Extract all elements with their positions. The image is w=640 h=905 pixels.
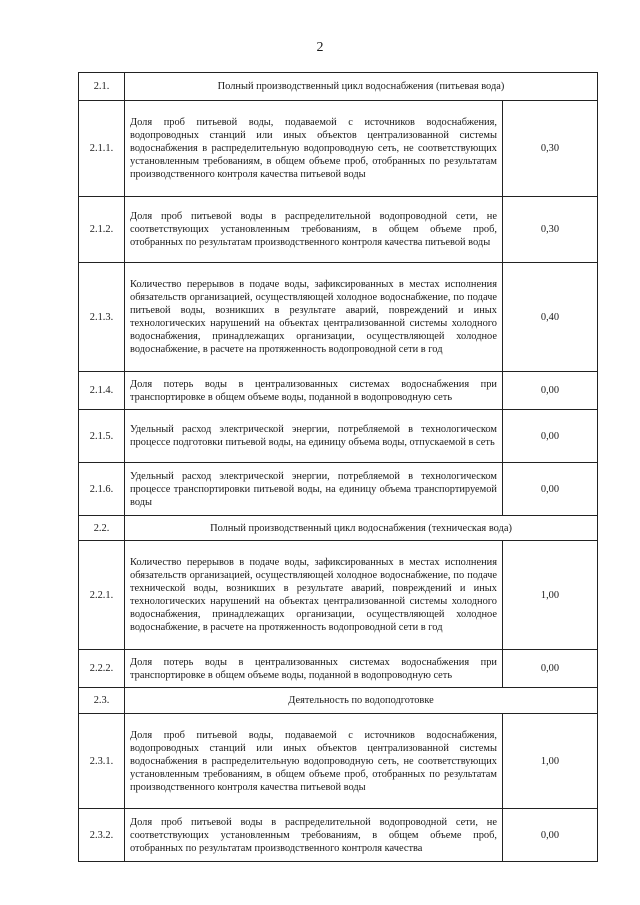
indicator-description: Доля потерь воды в централизованных системах водоснабжения при транспортировке в общем объеме воды, поданной в водопроводную сеть — [125, 650, 503, 688]
row-number: 2.1.6. — [79, 463, 125, 516]
row-number: 2.3.1. — [79, 714, 125, 809]
table-row — [79, 372, 598, 410]
row-number: 2.1.5. — [79, 410, 125, 463]
indicator-description: Удельный расход электрической энергии, потребляемой в технологическом процессе транспортировки питьевой воды, на единицу объема транспортируемой воды — [125, 463, 503, 516]
indicator-value: 0,30 — [502, 101, 597, 197]
row-number: 2.1.2. — [79, 197, 125, 263]
page-number: 2 — [316, 40, 324, 55]
table-row — [79, 463, 598, 516]
table-row — [79, 516, 598, 541]
row-number: 2.2. — [79, 516, 125, 541]
indicator-description: Количество перерывов в подаче воды, зафиксированных в местах исполнения обязательств организацией, осуществляющей холодное водоснабжение, по подаче питьевой воды, возникших в результате аварий, повреждений и иных технологических нарушений на объектах централизованной системы холодного водоснабжения, принадлежащих организации, осуществляющей холодное водоснабжение, в расчете на протяженность водопроводной сети в год — [125, 263, 503, 372]
table-row — [79, 101, 598, 197]
indicator-description: Доля проб питьевой воды в распределительной водопроводной сети, не соответствующих установленным требованиям, в общем объеме проб, отобранных по результатам производственного контроля качества — [125, 809, 503, 862]
indicator-description: Доля проб питьевой воды, подаваемой с источников водоснабжения, водопроводных станций или иных объектов централизованной системы водоснабжения в распределительную водопроводную сеть, не соответствующих установленным требованиям, в общем объеме проб, отобранных по результатам производственного контроля качества питьевой воды — [125, 101, 503, 197]
table-row — [79, 809, 598, 862]
row-number: 2.2.2. — [79, 650, 125, 688]
indicator-description: Доля проб питьевой воды, подаваемой с источников водоснабжения, водопроводных станций или иных объектов централизованной системы водоснабжения в распределительную водопроводную сеть, не соответствующих установленным требованиям, в общем объеме проб, отобранных по результатам производственного контроля качества питьевой воды — [125, 714, 503, 809]
indicator-value: 0,00 — [502, 410, 597, 463]
section-title: Полный производственный цикл водоснабжения (техническая вода) — [125, 516, 598, 541]
indicator-value: 1,00 — [502, 541, 597, 650]
indicator-description: Доля проб питьевой воды в распределительной водопроводной сети, не соответствующих установленным требованиям, в общем объеме проб, отобранных по результатам производственного контроля качества питьевой воды — [125, 197, 503, 263]
row-number: 2.3. — [79, 688, 125, 714]
row-number: 2.2.1. — [79, 541, 125, 650]
table-row — [79, 410, 598, 463]
row-number: 2.1.4. — [79, 372, 125, 410]
indicator-description: Доля потерь воды в централизованных системах водоснабжения при транспортировке в общем объеме воды, поданной в водопроводную сеть — [125, 372, 503, 410]
row-number: 2.1.1. — [79, 101, 125, 197]
section-title: Полный производственный цикл водоснабжения (питьевая вода) — [125, 73, 598, 101]
indicator-description: Количество перерывов в подаче воды, зафиксированных в местах исполнения обязательств организацией, осуществляющей холодное водоснабжение, по подаче технической воды, возникших в результате аварий, повреждений и иных технологических нарушений на объектах централизованной системы холодного водоснабжения, принадлежащих организации, осуществляющей холодное водоснабжение, в расчете на протяженность водопроводной сети в год — [125, 541, 503, 650]
row-number: 2.1. — [79, 73, 125, 101]
indicators-table — [78, 72, 598, 862]
indicator-value: 0,00 — [502, 463, 597, 516]
row-number: 2.3.2. — [79, 809, 125, 862]
table-row — [79, 650, 598, 688]
table-row — [79, 73, 598, 101]
indicator-value: 0,40 — [502, 263, 597, 372]
indicator-value: 1,00 — [502, 714, 597, 809]
row-number: 2.1.3. — [79, 263, 125, 372]
table-row — [79, 688, 598, 714]
indicator-value: 0,00 — [502, 809, 597, 862]
section-title: Деятельность по водоподготовке — [125, 688, 598, 714]
indicator-description: Удельный расход электрической энергии, потребляемой в технологическом процессе подготовки питьевой воды, на единицу объема воды, отпускаемой в сеть — [125, 410, 503, 463]
indicator-value: 0,30 — [502, 197, 597, 263]
table-row — [79, 714, 598, 809]
indicator-value: 0,00 — [502, 372, 597, 410]
table-row — [79, 263, 598, 372]
table-row — [79, 541, 598, 650]
indicator-value: 0,00 — [502, 650, 597, 688]
table-row — [79, 197, 598, 263]
